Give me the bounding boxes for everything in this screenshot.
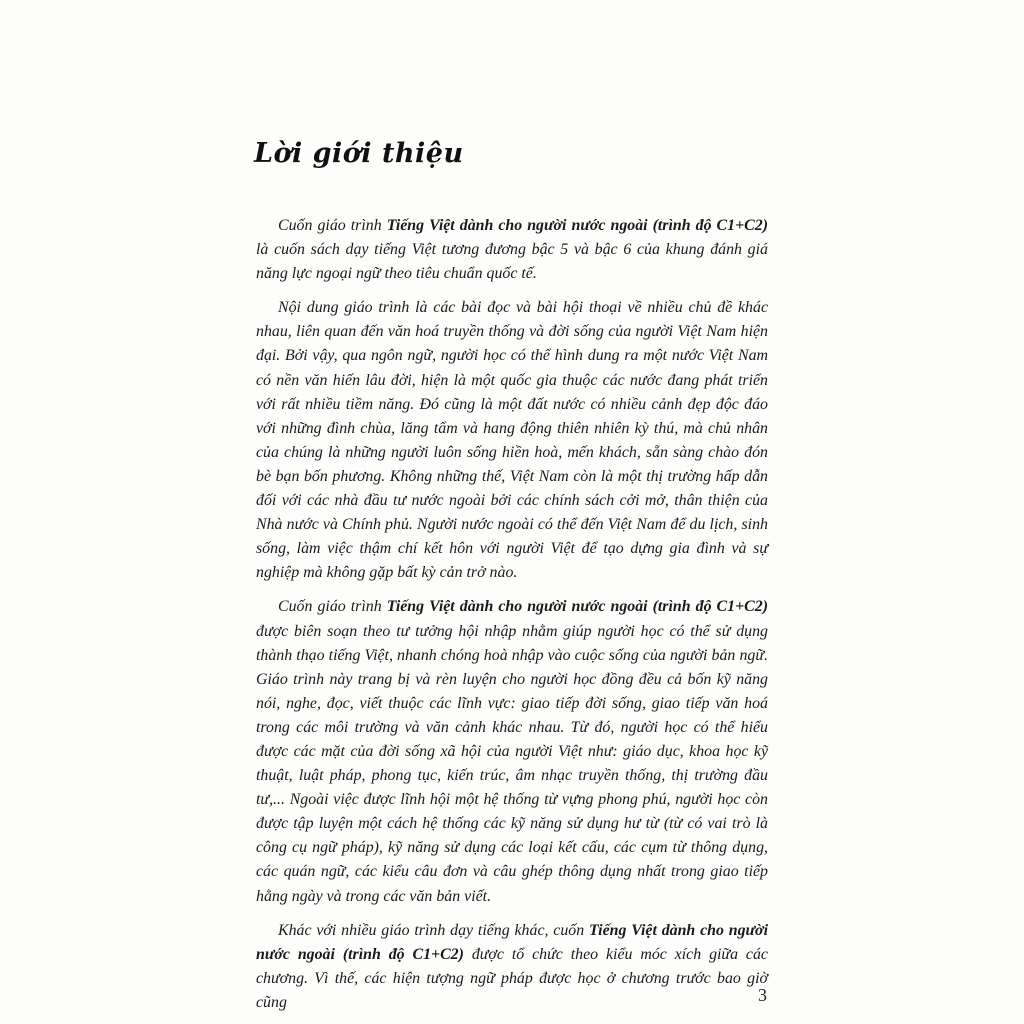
page-number: 3	[758, 985, 767, 1005]
paragraph-4	[256, 919, 768, 1015]
paragraph-1-book-title: Tiếng Việt dành cho người nước ngoài (trình độ C1+C2)	[386, 217, 768, 234]
paragraph-4-text: Khác với nhiều giáo trình dạy tiếng khác, cuốn	[278, 921, 590, 939]
paragraph-4-text-cont: được tổ chức theo kiểu móc xích giữa các chương. Vì thế, các hiện tượng ngữ pháp được học ở chương trước bao giờ cũng	[256, 945, 768, 1011]
paragraph-3	[256, 595, 768, 908]
paragraph-3-book-title: Tiếng Việt dành cho người nước ngoài (trình độ C1+C2)	[386, 598, 768, 616]
paragraph-2	[256, 296, 768, 585]
paragraph-1-text-cont: là cuốn sách dạy tiếng Việt tương đương bậc 5 và bậc 6 của khung đánh giá năng lực ngoại ngữ theo tiêu chuẩn quốc tế.	[256, 241, 768, 283]
paragraph-1-text: Cuốn giáo trình	[278, 217, 387, 234]
paragraph-1	[256, 214, 768, 286]
paragraph-4-book-title: Tiếng Việt dành cho người nước ngoài (trình độ C1+C2)	[256, 921, 769, 963]
page-title: Lời giới thiệu	[254, 138, 464, 169]
paragraph-3-text: Cuốn giáo trình	[278, 598, 387, 616]
body-text	[256, 214, 768, 1024]
paragraph-3-text-cont: được biên soạn theo tư tưởng hội nhập nhằm giúp người học có thể sử dụng thành thạo tiếng Việt, nhanh chóng hoà nhập vào cuộc sống của người bản ngữ. Giáo trình này trang bị và rèn luyện cho người học đồng đều cả bốn kỹ năng nói, nghe, đọc, viết thuộc các lĩnh vực: giao tiếp đời sống, giao tiếp văn hoá trong các môi trường và văn cảnh khác nhau. Từ đó, người học có thể hiểu được các mặt của đời sống xã hội của người Việt như: giáo dục, khoa học kỹ thuật, luật pháp, phong tục, kiến trúc, âm nhạc truyền thống, thị trường đầu tư,... Ngoài việc được lĩnh hội một hệ thống từ vựng phong phú, người học còn được tập luyện một cách hệ thống các kỹ năng sử dụng hư từ (từ có vai trò là công cụ ngữ pháp), kỹ năng sử dụng các loại kết cấu, các cụm từ thông dụng, các quán ngữ, các kiểu câu đơn và câu ghép thông dụng nhất trong giao tiếp hằng ngày và trong các văn bản viết.	[256, 622, 768, 905]
paragraph-2-text: Nội dung giáo trình là các bài đọc và bài hội thoại về nhiều chủ đề khác nhau, liên quan đến văn hoá truyền thống và đời sống của người Việt Nam hiện đại. Bởi vậy, qua ngôn ngữ, người học có thể hình dung ra một nước Việt Nam có nền văn hiến lâu đời, hiện là một quốc gia thuộc các nước đang phát triển với rất nhiều tiềm năng. Đó cũng là một đất nước có nhiều cảnh đẹp độc đáo với những đình chùa, lăng tẩm và hang động thiên nhiên kỳ thú, mà chủ nhân của chúng là những người luôn sống hiền hoà, mến khách, sẵn sàng chào đón bè bạn bốn phương. Không những thế, Việt Nam còn là một thị trường hấp dẫn đối với các nhà đầu tư nước ngoài bởi các chính sách cởi mở, thân thiện của Nhà nước và Chính phủ. Người nước ngoài có thể đến Việt Nam để du lịch, sinh sống, làm việc thậm chí kết hôn với người Việt để tạo dựng gia đình và sự nghiệp mà không gặp bất kỳ cản trở nào.	[256, 299, 768, 582]
